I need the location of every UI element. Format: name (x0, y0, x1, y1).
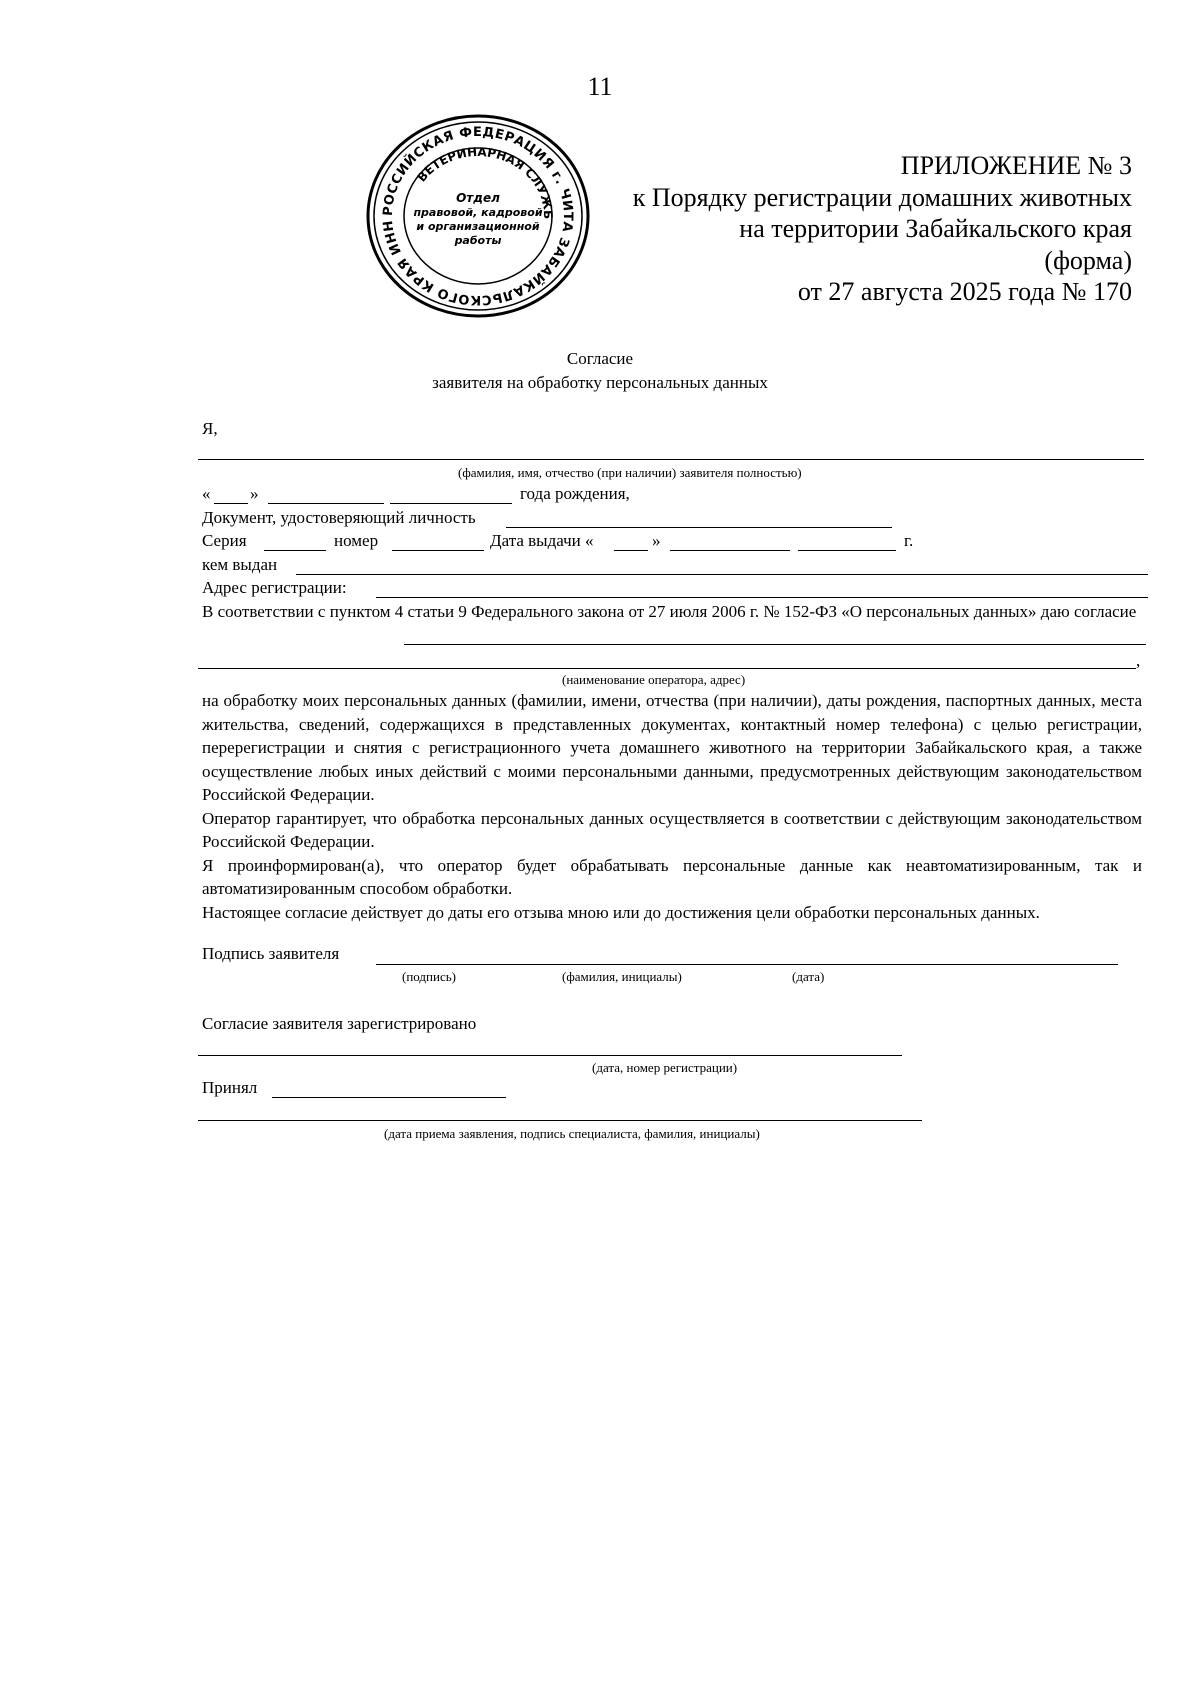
operator-field[interactable] (404, 644, 1146, 645)
consent-body (202, 689, 1142, 924)
issued-by-label: кем выдан (202, 555, 278, 574)
birth-month-field[interactable] (268, 503, 384, 504)
annex-line2: к Порядку регистрации домашних животных (632, 182, 1132, 212)
paragraph-processing-scope: на обработку моих персональных данных (фамилии, имени, отчества (при наличии), даты рождения, паспортных данных, места жительства, сведений, содержащихся в представленных документах, контактный номер телефона) с целью регистрации, перерегистрации и снятия с регистрационного учета домашнего животного на территории Забайкальского края, а также осуществление любых иных действий с моими персональными данными, предусмотренных действующим законодательством Российской Федерации. (202, 691, 1142, 804)
paragraph-processing-method: Я проинформирован(а), что оператор будет обрабатывать персональные данные как неавтоматизированным, так и автоматизированным способом обработки. (202, 855, 1142, 898)
doc-field[interactable] (506, 527, 892, 528)
annex-line4: (форма) (1044, 245, 1132, 275)
paragraph-validity: Настоящее согласие действует до даты его отзыва мною или до достижения цели обработки персональных данных. (202, 902, 1040, 922)
document-title (0, 347, 1200, 395)
series-field[interactable] (264, 550, 326, 551)
address-field[interactable] (376, 597, 1148, 598)
operator-comma: , (1136, 651, 1141, 670)
issue-day-field[interactable] (614, 550, 648, 551)
issue-month-field[interactable] (670, 550, 790, 551)
paragraph-operator-guarantee: Оператор гарантирует, что обработка персональных данных осуществляется в соответствии с действующим законодательством Российской Федерации. (202, 808, 1142, 851)
stamp-center-line1: Отдел (456, 191, 500, 205)
registered-label: Согласие заявителя зарегистрировано (202, 1014, 477, 1033)
issue-year-field[interactable] (798, 550, 896, 551)
title-line2: заявителя на обработку персональных данных (432, 373, 768, 392)
accepted-label: Принял (202, 1078, 258, 1097)
stamp-center-line2: правовой, кадровой (413, 206, 543, 219)
sig-caption-name: (фамилия, инициалы) (562, 969, 682, 984)
law-consent-text: В соответствии с пунктом 4 статьи 9 Федерального закона от 27 июля 2006 г. № 152-ФЗ «О персональных данных» даю согласие (202, 602, 1137, 621)
operator-field-line2[interactable] (198, 668, 1136, 669)
sig-caption-signature: (подпись) (402, 969, 456, 984)
annex-header (572, 150, 1132, 308)
official-stamp (358, 112, 598, 320)
stamp-center-line4: работы (454, 234, 502, 247)
sig-caption-date: (дата) (792, 969, 825, 984)
page-number: 11 (587, 72, 613, 101)
address-label: Адрес регистрации: (202, 578, 347, 597)
birth-day-field[interactable] (214, 503, 248, 504)
issue-date-label: Дата выдачи « (490, 531, 594, 550)
registration-field[interactable] (198, 1055, 902, 1056)
operator-caption: (наименование оператора, адрес) (562, 672, 746, 687)
birth-quote-open: « (202, 484, 211, 503)
issue-date-close: » (652, 531, 661, 550)
accepted-field[interactable] (272, 1097, 506, 1098)
signature-field[interactable] (376, 964, 1118, 965)
birth-quote-close: » (250, 484, 259, 503)
annex-date: от 27 августа 2025 года № 170 (797, 277, 1132, 306)
accepted-caption: (дата приема заявления, подпись специалиста, фамилия, инициалы) (384, 1126, 760, 1141)
stamp-center-line3: и организационной (416, 220, 540, 233)
signature-label: Подпись заявителя (202, 944, 340, 963)
number-field[interactable] (392, 550, 484, 551)
birth-year-field[interactable] (390, 503, 512, 504)
year-suffix: г. (904, 531, 914, 550)
stamp-outer-text: РОССИЙСКАЯ ФЕДЕРАЦИЯ г. ЧИТА ЗАБАЙКАЛЬСКОГО КРАЯ ИНН (380, 124, 576, 308)
fio-caption: (фамилия, имя, отчество (при наличии) заявителя полностью) (458, 465, 802, 480)
fio-field[interactable] (198, 459, 1144, 460)
stamp-seal-icon (358, 112, 598, 320)
issued-by-field[interactable] (296, 574, 1148, 575)
title-line1: Согласие (566, 349, 634, 368)
series-label: Серия (202, 531, 247, 550)
accepted-details-field[interactable] (198, 1120, 922, 1121)
stamp-inner-text: ВЕТЕРИНАРНАЯ СЛУЖБ (414, 144, 556, 220)
i-label: Я, (202, 419, 218, 438)
annex-title: ПРИЛОЖЕНИЕ № 3 (900, 151, 1132, 180)
registration-caption: (дата, номер регистрации) (592, 1060, 738, 1075)
annex-line3: на территории Забайкальского края (739, 214, 1132, 243)
birth-suffix: года рождения, (520, 484, 630, 503)
doc-label: Документ, удостоверяющий личность (202, 508, 476, 527)
number-label: номер (334, 531, 379, 550)
